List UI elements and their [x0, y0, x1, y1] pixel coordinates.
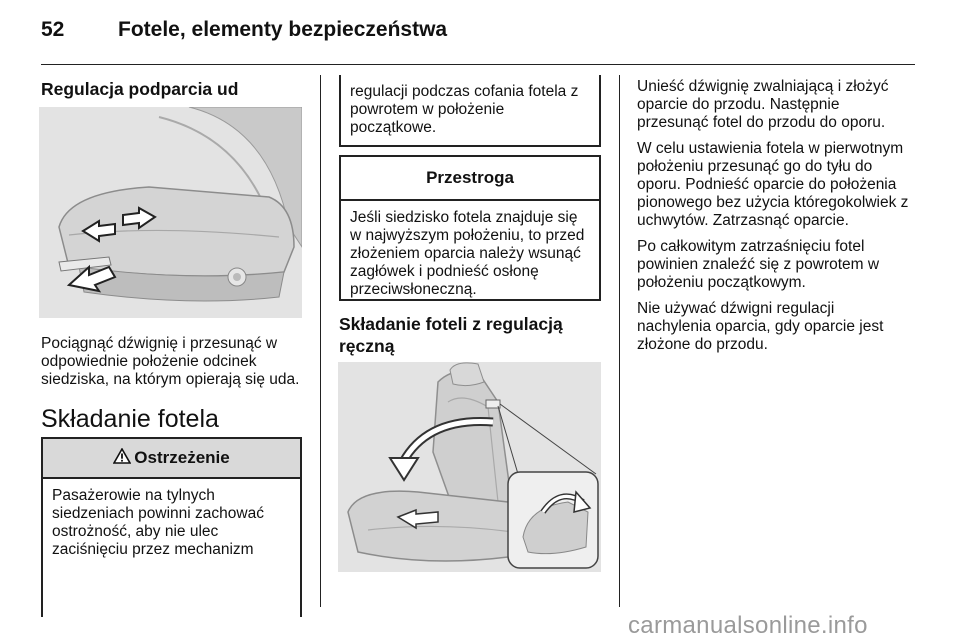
section-heading-manual-folding: Składanie foteli z regulacją ręczną	[339, 314, 563, 356]
warning-continued-box	[339, 75, 601, 147]
page-number: 52	[41, 18, 65, 41]
folding-paragraph-1: Unieść dźwignię zwalniającą i złożyć oparcie do przodu. Następnie przesunąć fotel do przodu do oporu.	[637, 78, 889, 131]
folding-paragraph-4: Nie używać dźwigni regulacji nachylenia oparcia, gdy oparcie jest złożone do przodu.	[637, 300, 884, 353]
seat-thigh-support-lever-illustration	[39, 107, 302, 318]
column-divider-2	[619, 75, 620, 607]
warning-title: Ostrzeżenie	[134, 448, 230, 467]
caution-text: Jeśli siedzisko fotela znajduje się w najwyższym położeniu, to przed złożeniem oparcia należy wsunąć zagłówek i podnieść osłonę przeciwsłoneczną.	[350, 209, 585, 298]
column-divider-1	[320, 75, 321, 607]
folding-instructions	[637, 78, 909, 362]
thigh-support-paragraph: Pociągnąć dźwignię i przesunąć w odpowiednie położenie odcinek siedziska, na którym opierają się uda.	[41, 335, 300, 388]
site-watermark: carmanualsonline.info	[628, 612, 868, 639]
folding-paragraph-2: W celu ustawienia fotela w pierwotnym położeniu przesunąć go do tyłu do oporu. Podnieść oparcie do położenia pionowego bez użycia któregokolwiek z uchwytów. Zatrzasnąć oparcie.	[637, 140, 909, 229]
section-heading-folding: Składanie fotela	[41, 405, 219, 433]
seat-folding-lever-illustration	[338, 362, 601, 572]
caution-header	[341, 157, 599, 201]
warning-text: Pasażerowie na tylnych siedzeniach powinni zachować ostrożność, aby nie ulec zaciśnięciu przez mechanizm	[52, 487, 264, 558]
header-divider	[41, 64, 915, 65]
section-heading-thigh-support: Regulacja podparcia ud	[41, 79, 239, 99]
caution-title: Przestroga	[426, 168, 514, 187]
warning-continued-text: regulacji podczas cofania fotela z powrotem w położenie początkowe.	[350, 83, 579, 136]
warning-box	[41, 437, 302, 617]
caution-box	[339, 155, 601, 301]
folding-paragraph-3: Po całkowitym zatrzaśnięciu fotel powinien znaleźć się z powrotem w położeniu początkowym.	[637, 238, 880, 291]
warning-header	[43, 439, 300, 479]
page-title: Fotele, elementy bezpieczeństwa	[118, 18, 448, 41]
warning-triangle-icon	[113, 448, 131, 469]
